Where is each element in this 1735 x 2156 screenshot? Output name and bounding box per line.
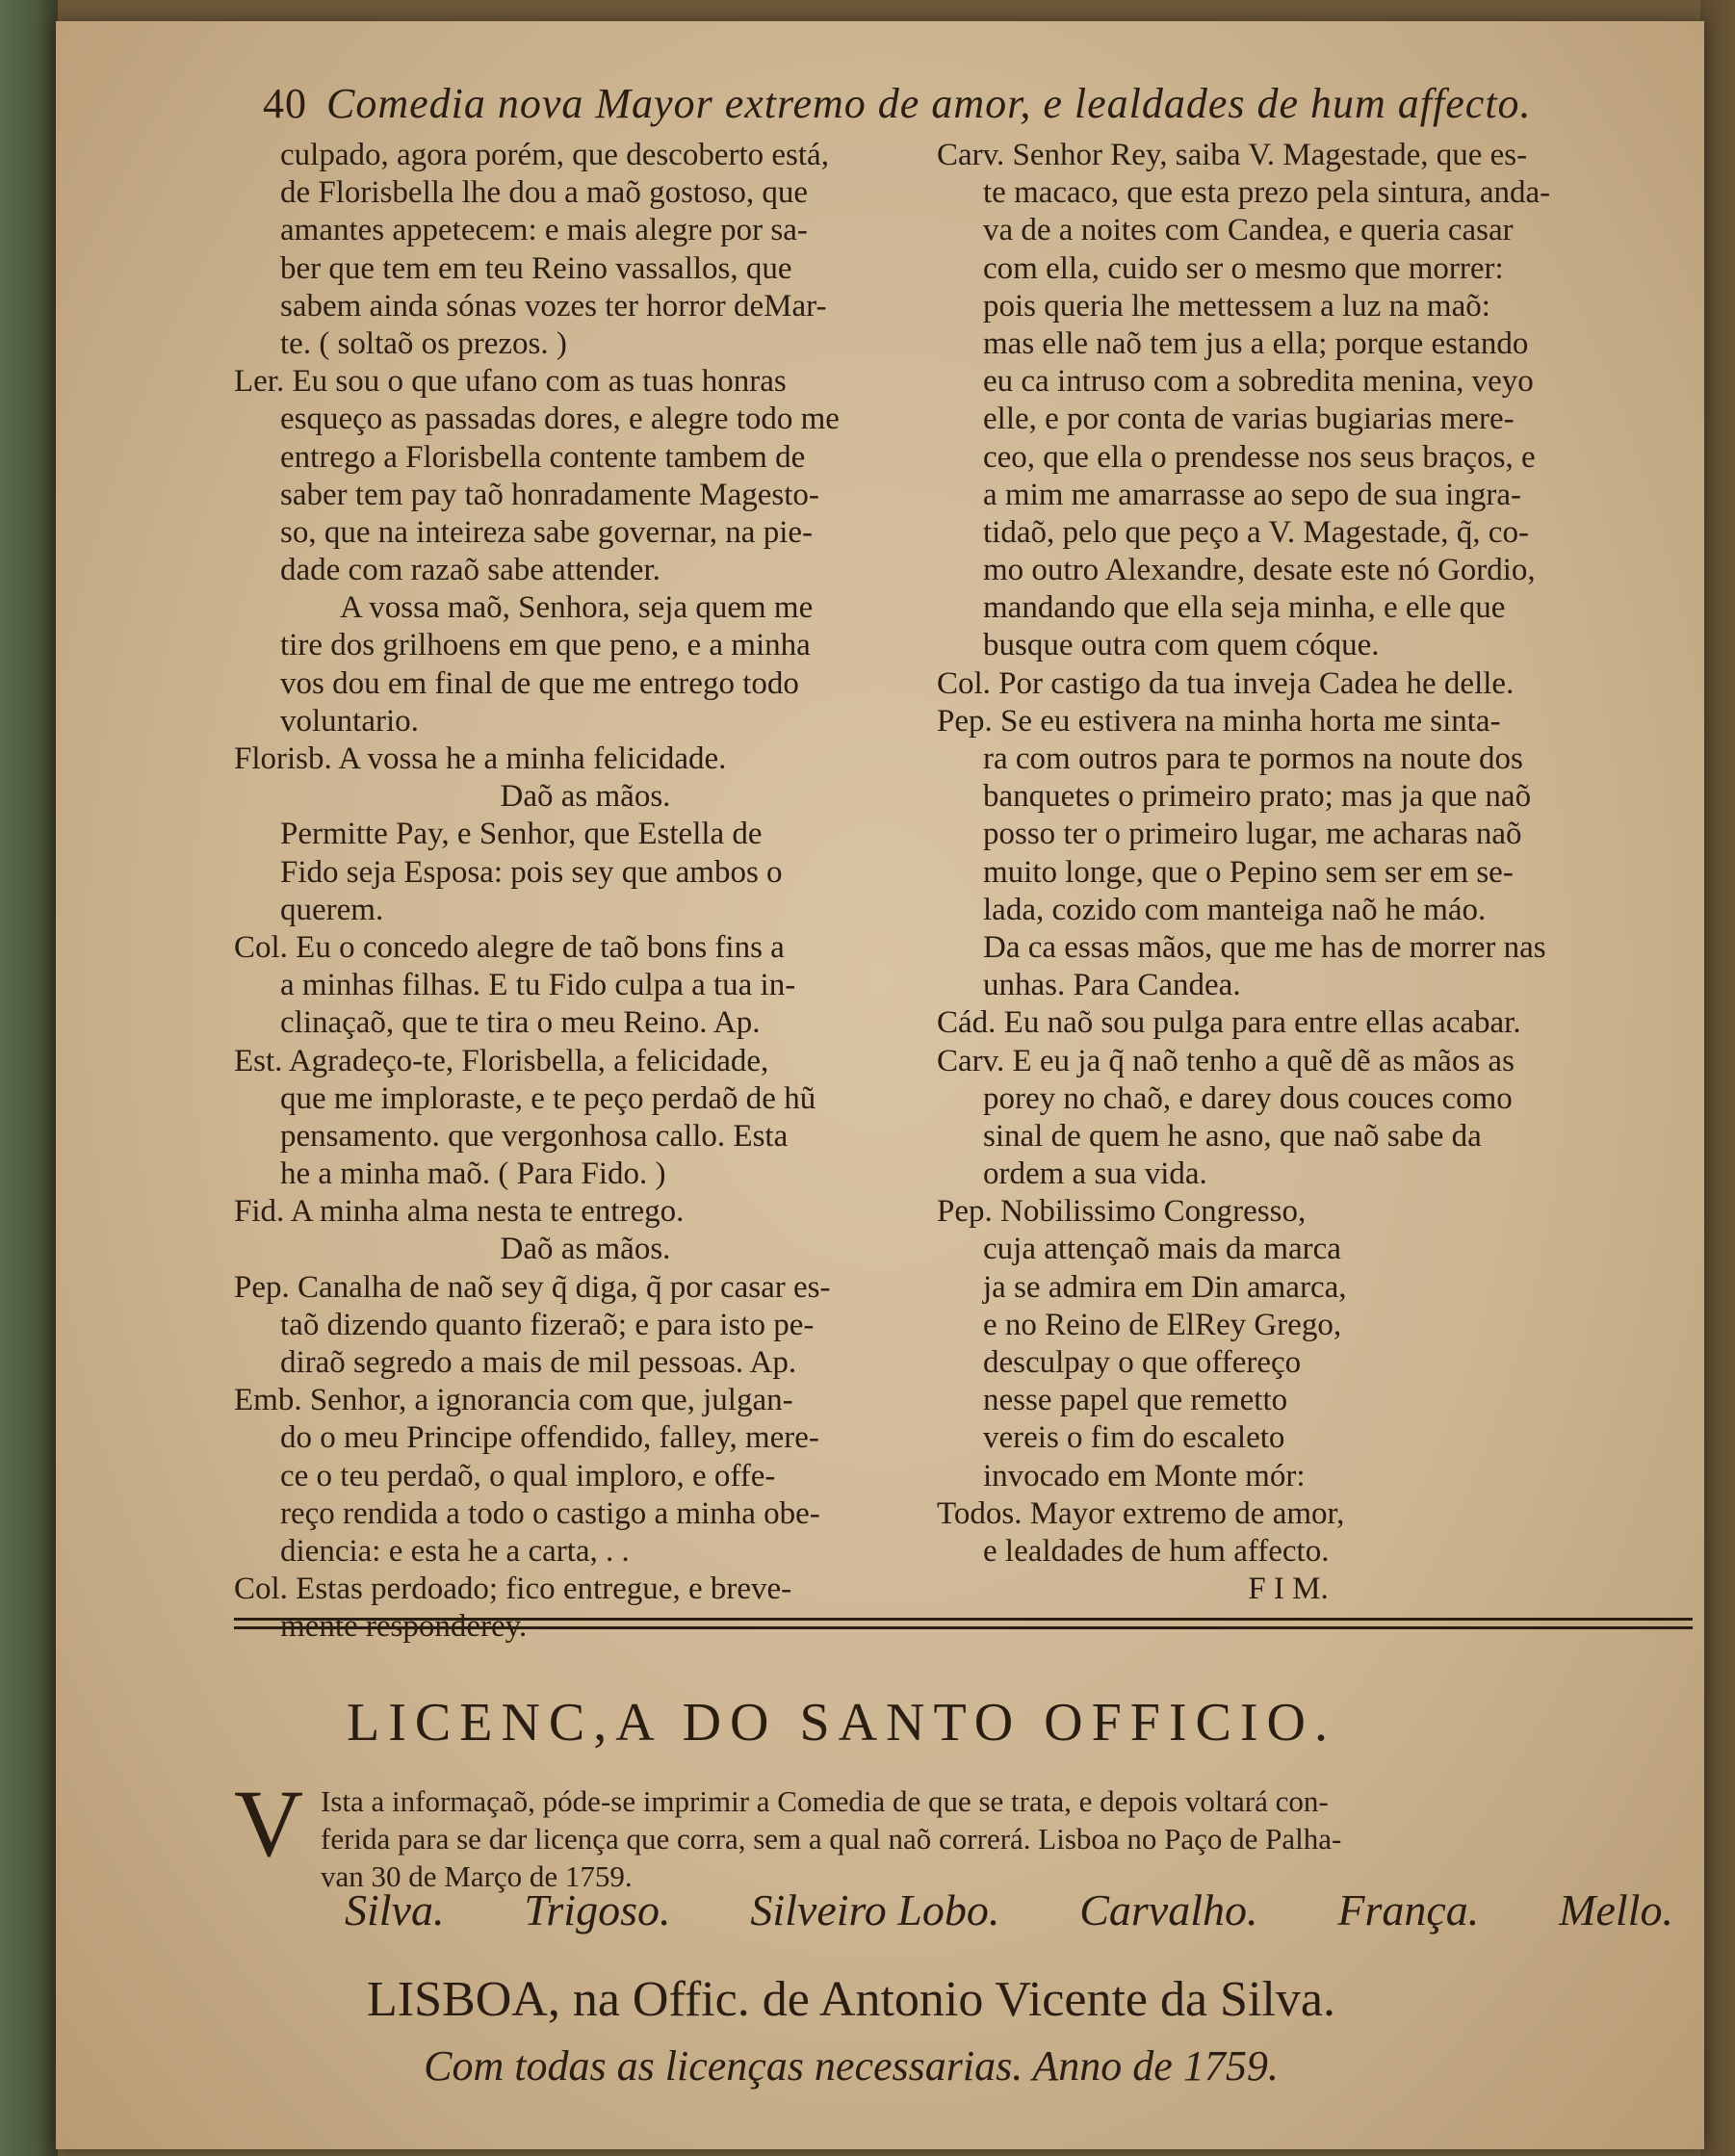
text-line: Todos. Mayor extremo de amor, xyxy=(937,1495,1345,1531)
signatures xyxy=(345,1884,1673,1935)
imprint: LISBOA, na Offic. de Antonio Vicente da Silva. xyxy=(367,1972,1335,2027)
text-line: Col. Eu o concedo alegre de taõ bons fins a xyxy=(234,929,785,965)
text-line: do o meu Principe offendido, falley, mere- xyxy=(280,1420,819,1456)
wood-background-right xyxy=(1700,0,1735,2156)
licence-line: Ista a informaçaõ, póde-se imprimir a Comedia de que se trata, e depois voltará con- xyxy=(321,1784,1329,1818)
text-line: mente responderey. xyxy=(280,1609,528,1645)
text-line: reço rendida a todo o castigo a minha obe- xyxy=(280,1495,820,1531)
text-line: vereis o fim do escaleto xyxy=(983,1420,1285,1456)
book-page xyxy=(56,21,1704,2149)
text-line: a mim me amarrasse ao sepo de sua ingra- xyxy=(983,477,1521,512)
text-line: Cád. Eu naõ sou pulga para entre ellas acabar. xyxy=(937,1005,1521,1041)
text-line: Fido seja Esposa: pois sey que ambos o xyxy=(280,854,783,890)
signature: França. xyxy=(1337,1885,1480,1935)
text-line: desculpay o que offereço xyxy=(983,1345,1302,1380)
licence-text xyxy=(321,1783,1688,1897)
text-line: ra com outros para te pormos na noute dos xyxy=(983,741,1523,776)
text-line: muito longe, que o Pepino sem ser em se- xyxy=(983,854,1514,890)
signature: Mello. xyxy=(1559,1885,1673,1935)
text-line: Daõ as mãos. xyxy=(500,1232,671,1267)
text-line: taõ dizendo quanto fizeraõ; e para isto pe- xyxy=(280,1307,815,1342)
text-line: amantes appetecem: e mais alegre por sa- xyxy=(280,213,808,248)
text-line: posso ter o primeiro lugar, me acharas naõ xyxy=(983,817,1522,852)
text-line: Col. Estas perdoado; fico entregue, e breve- xyxy=(234,1572,792,1607)
right-column xyxy=(937,137,1678,1608)
text-line: Emb. Senhor, a ignorancia com que, julgan- xyxy=(234,1383,793,1418)
text-line: ceo, que ella o prendesse nos seus braços, e xyxy=(983,439,1536,475)
text-line: ce o teu perdaõ, o qual imploro, e offe- xyxy=(280,1458,776,1494)
text-line: ordem a sua vida. xyxy=(983,1156,1207,1192)
text-line: saber tem pay taõ honradamente Magesto- xyxy=(280,477,819,512)
horizontal-rule xyxy=(234,1618,1693,1629)
signature: Carvalho. xyxy=(1079,1885,1258,1935)
text-line: Daõ as mãos. xyxy=(500,779,671,815)
text-line: nesse papel que remetto xyxy=(983,1383,1288,1418)
text-line: busque outra com quem cóque. xyxy=(983,628,1380,663)
signature: Silva. xyxy=(345,1885,445,1935)
text-line: Pep. Se eu estivera na minha horta me sinta- xyxy=(937,703,1501,739)
text-line: te. ( soltaõ os prezos. ) xyxy=(280,325,567,361)
text-line: ber que tem em teu Reino vassallos, que xyxy=(280,250,792,286)
text-line: va de a noites com Candea, e queria casar xyxy=(983,213,1514,248)
text-line: dade com razaõ sabe attender. xyxy=(280,553,660,588)
text-line: com ella, cuido ser o mesmo que morrer: xyxy=(983,250,1504,286)
text-line: Ler. Eu sou o que ufano com as tuas honras xyxy=(234,364,787,400)
text-line: Permitte Pay, e Senhor, que Estella de xyxy=(280,817,763,852)
text-line: sabem ainda sónas vozes ter horror deMar- xyxy=(280,288,827,324)
left-column xyxy=(234,137,995,1647)
text-line: eu ca intruso com a sobredita menina, veyo xyxy=(983,364,1534,400)
text-line: Carv. Senhor Rey, saiba V. Magestade, que es- xyxy=(937,138,1528,172)
wood-background-left xyxy=(0,0,58,2156)
text-line: diraõ segredo a mais de mil pessoas. Ap. xyxy=(280,1345,797,1380)
signature: Silveiro Lobo. xyxy=(750,1885,1000,1935)
text-line: tire dos grilhoens em que peno, e a minha xyxy=(280,628,811,663)
text-line: Col. Por castigo da tua inveja Cadea he delle. xyxy=(937,665,1515,701)
text-line: de Florisbella lhe dou a maõ gostoso, que xyxy=(280,175,809,211)
licence-line: ferida para se dar licença que corra, sem a qual naõ correrá. Lisboa no Paço de Palha- xyxy=(321,1822,1342,1857)
text-line: A vossa maõ, Senhora, seja quem me xyxy=(340,590,814,626)
text-line: que me imploraste, e te peço perdaõ de hũ xyxy=(280,1080,816,1116)
text-line: esqueço as passadas dores, e alegre todo me xyxy=(280,402,840,437)
running-head-title: Comedia nova Mayor extremo de amor, e lealdades de hum affecto. xyxy=(326,80,1532,127)
text-line: mas elle naõ tem jus a ella; porque estando xyxy=(983,325,1529,361)
text-line: culpado, agora porém, que descoberto está, xyxy=(280,138,829,172)
text-line: Carv. E eu ja q̃ naõ tenho a quẽ dẽ as mãos as xyxy=(937,1043,1515,1078)
text-line: Da ca essas mãos, que me has de morrer nas xyxy=(983,929,1546,965)
licence-title: LICENC,A DO SANTO OFFICIO. xyxy=(347,1693,1336,1753)
licence-line: van 30 de Março de 1759. xyxy=(321,1859,633,1894)
text-line: Pep. Canalha de naõ sey q̃ diga, q̃ por casar es- xyxy=(234,1269,831,1305)
text-line: cuja attençaõ mais da marca xyxy=(983,1232,1341,1267)
running-head xyxy=(263,79,1532,128)
text-line: he a minha maõ. ( Para Fido. ) xyxy=(280,1156,666,1192)
text-line: a minhas filhas. E tu Fido culpa a tua in- xyxy=(280,968,796,1003)
text-line: banquetes o primeiro prato; mas ja que naõ xyxy=(983,779,1532,815)
text-line: pois queria lhe mettessem a luz na maõ: xyxy=(983,288,1490,324)
text-line: Est. Agradeço-te, Florisbella, a felicidade, xyxy=(234,1043,769,1078)
text-line: pensamento. que vergonhosa callo. Esta xyxy=(280,1118,789,1154)
text-line: ja se admira em Din amarca, xyxy=(983,1269,1347,1305)
signature: Trigoso. xyxy=(524,1885,671,1935)
text-line: porey no chaõ, e darey dous couces como xyxy=(983,1080,1513,1116)
licences-line: Com todas as licenças necessarias. Anno de 1759. xyxy=(424,2042,1279,2090)
text-line: unhas. Para Candea. xyxy=(983,968,1241,1003)
page-number: 40 xyxy=(263,80,307,127)
text-line: diencia: e esta he a carta, . . xyxy=(280,1533,630,1569)
text-line: mo outro Alexandre, desate este nó Gordio, xyxy=(983,553,1536,588)
text-line: invocado em Monte mór: xyxy=(983,1458,1306,1494)
drop-capital: V xyxy=(234,1770,304,1877)
text-line: lada, cozido com manteiga naõ he máo. xyxy=(983,892,1487,927)
text-line: sinal de quem he asno, que naõ sabe da xyxy=(983,1118,1482,1154)
text-line: vos dou em final de que me entrego todo xyxy=(280,665,799,701)
text-line: F I M. xyxy=(1248,1572,1329,1607)
text-line: so, que na inteireza sabe governar, na pie- xyxy=(280,514,814,550)
text-line: mandando que ella seja minha, e elle que xyxy=(983,590,1506,626)
text-line: Pep. Nobilissimo Congresso, xyxy=(937,1194,1307,1230)
text-line: elle, e por conta de varias bugiarias mere- xyxy=(983,402,1515,437)
text-line: tidaõ, pelo que peço a V. Magestade, q̃, co- xyxy=(983,514,1529,550)
text-line: Fid. A minha alma nesta te entrego. xyxy=(234,1194,685,1230)
text-line: Florisb. A vossa he a minha felicidade. xyxy=(234,741,727,776)
text-line: e no Reino de ElRey Grego, xyxy=(983,1307,1342,1342)
text-line: te macaco, que esta prezo pela sintura, anda- xyxy=(983,175,1551,211)
text-line: entrego a Florisbella contente tambem de xyxy=(280,439,806,475)
text-line: e lealdades de hum affecto. xyxy=(983,1533,1330,1569)
text-line: clinaçaõ, que te tira o meu Reino. Ap. xyxy=(280,1005,761,1041)
text-line: voluntario. xyxy=(280,703,419,739)
text-line: querem. xyxy=(280,892,384,927)
